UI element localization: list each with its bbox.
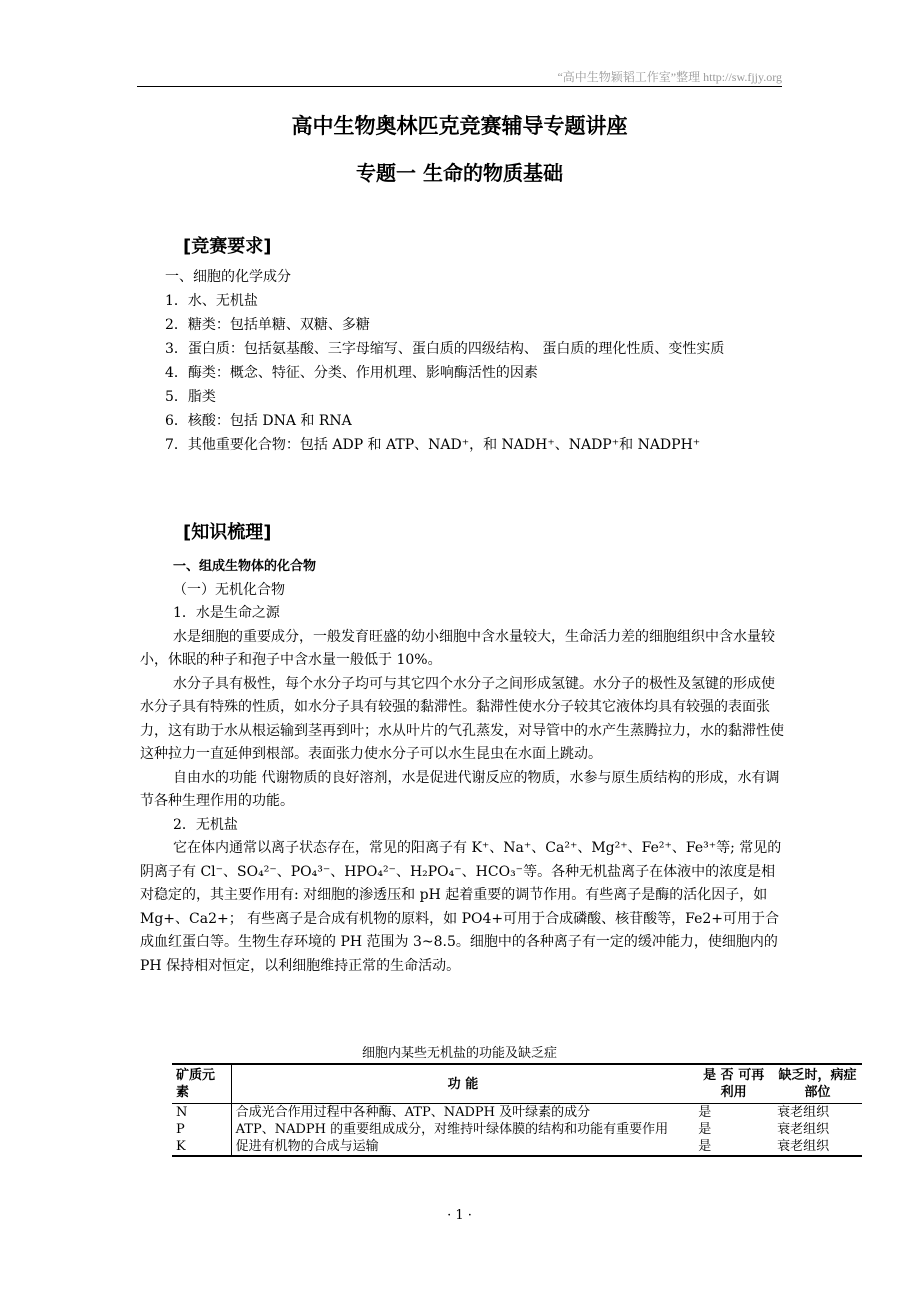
cell-function: 促进有机物的合成与运输 xyxy=(231,1138,694,1156)
cell-element: N xyxy=(176,1105,188,1120)
cell-element: P xyxy=(176,1122,185,1137)
cell-reusable: 是 xyxy=(698,1139,712,1154)
page-header: “高中生物颖韬工作室”整理 http://sw.fjjy.org xyxy=(557,70,782,84)
table-row xyxy=(172,1121,862,1138)
requirement-item: 6．核酸：包括 DNA 和 RNA xyxy=(165,413,352,429)
cell-symptom-site: 衰老组织 xyxy=(777,1139,830,1154)
minerals-table xyxy=(172,1063,862,1157)
salt-title: 2．无机盐 xyxy=(173,816,238,833)
subsection-heading: （一）无机化合物 xyxy=(173,581,285,598)
salt-paragraph: 它在体内通常以离子状态存在，常见的阳离子有 K⁺、Na⁺、Ca²⁺、Mg²⁺、Fe²⁺、Fe³⁺等; 常见的阴离子有 Cl⁻、SO₄²⁻、PO₄³⁻、HPO₄²⁻、H₂PO₄⁻、HCO₃⁻等。各种无机盐离子在体液中的浓度是相对稳定的，其主要作用有: 对细胞的渗透压和 pH 起着重要的调节作用。有些离子是酶的活化因子，如 Mg+、Ca2+； 有些离子是合成有机物的原料，如 PO4+可用于合成磷酸、核苷酸等，Fe2+可用于合成血红蛋白等。生物生存环境的 PH 范围为 3~8.5。细胞中的各种离子有一定的缓冲能力，使细胞内的 PH 保持相对恒定，以利细胞维持正常的生命活动。 xyxy=(140,840,782,974)
requirement-item: 2．糖类：包括单糖、双糖、多糖 xyxy=(165,317,370,333)
requirement-item: 5．脂类 xyxy=(165,389,216,405)
cell-function: 合成光合作用过程中各种酶、ATP、NADPH 及叶绿素的成分 xyxy=(231,1104,694,1122)
page-number: · 1 · xyxy=(447,1208,472,1223)
header-reusable: 是 否 可再利用 xyxy=(703,1068,765,1100)
header-rule xyxy=(137,86,782,87)
table-header-row xyxy=(172,1064,862,1104)
header-symptom-site: 缺乏时，病症部位 xyxy=(778,1068,857,1100)
requirements-heading: [竞赛要求] xyxy=(183,236,272,257)
knowledge-heading: [知识梳理] xyxy=(183,522,272,543)
requirement-item: 1．水、无机盐 xyxy=(165,293,258,309)
table-caption: 细胞内某些无机盐的功能及缺乏症 xyxy=(361,1046,557,1061)
table-row xyxy=(172,1138,862,1156)
topic-title: 专题一 生命的物质基础 xyxy=(356,161,563,185)
cell-reusable: 是 xyxy=(698,1105,712,1120)
document-title: 高中生物奥林匹克竞赛辅导专题讲座 xyxy=(291,114,628,138)
header-element: 矿质元素 xyxy=(176,1068,216,1100)
requirement-item: 3．蛋白质：包括氨基酸、三字母缩写、蛋白质的四级结构、 蛋白质的理化性质、变性实质 xyxy=(165,341,725,357)
water-paragraph-2: 水分子具有极性，每个水分子均可与其它四个水分子之间形成氢键。水分子的极性及氢键的形成使水分子具有特殊的性质，如水分子具有较强的黏滞性。黏滞性使水分子较其它液体均具有较强的表面张力，这有助于水从根运输到茎再到叶；水从叶片的气孔蒸发，对导管中的水产生蒸腾拉力，水的黏滞性使这种拉力一直延伸到根部。表面张力使水分子可以水生昆虫在水面上跳动。 xyxy=(140,675,784,762)
water-paragraph-3: 自由水的功能 代谢物质的良好溶剂，水是促进代谢反应的物质，水参与原生质结构的形成，水有调节各种生理作用的功能。 xyxy=(140,769,780,809)
cell-element: K xyxy=(176,1139,186,1154)
table-row xyxy=(172,1104,862,1122)
cell-symptom-site: 衰老组织 xyxy=(777,1105,830,1120)
header-function: 功 能 xyxy=(231,1064,694,1104)
cell-reusable: 是 xyxy=(698,1122,712,1137)
knowledge-body xyxy=(140,555,785,978)
water-title: 1．水是生命之源 xyxy=(173,605,280,621)
requirement-item: 7．其他重要化合物：包括 ADP 和 ATP、NAD⁺，和 NADH⁺、NADP⁺和 NADPH⁺ xyxy=(165,437,701,453)
cell-function: ATP、NADPH 的重要组成成分，对维持叶绿体膜的结构和功能有重要作用 xyxy=(231,1121,694,1138)
requirement-item: 4．酶类：概念、特征、分类、作用机理、影响酶活性的因素 xyxy=(165,365,538,381)
cell-symptom-site: 衰老组织 xyxy=(777,1122,830,1137)
requirements-list xyxy=(140,265,790,457)
water-paragraph-1: 水是细胞的重要成分，一般发育旺盛的幼小细胞中含水量较大，生命活力差的细胞组织中含水量较小，休眠的种子和孢子中含水量一般低于 10%。 xyxy=(140,628,775,668)
requirements-intro: 一、细胞的化学成分 xyxy=(165,269,291,285)
section-heading: 一、组成生物体的化合物 xyxy=(173,559,317,574)
